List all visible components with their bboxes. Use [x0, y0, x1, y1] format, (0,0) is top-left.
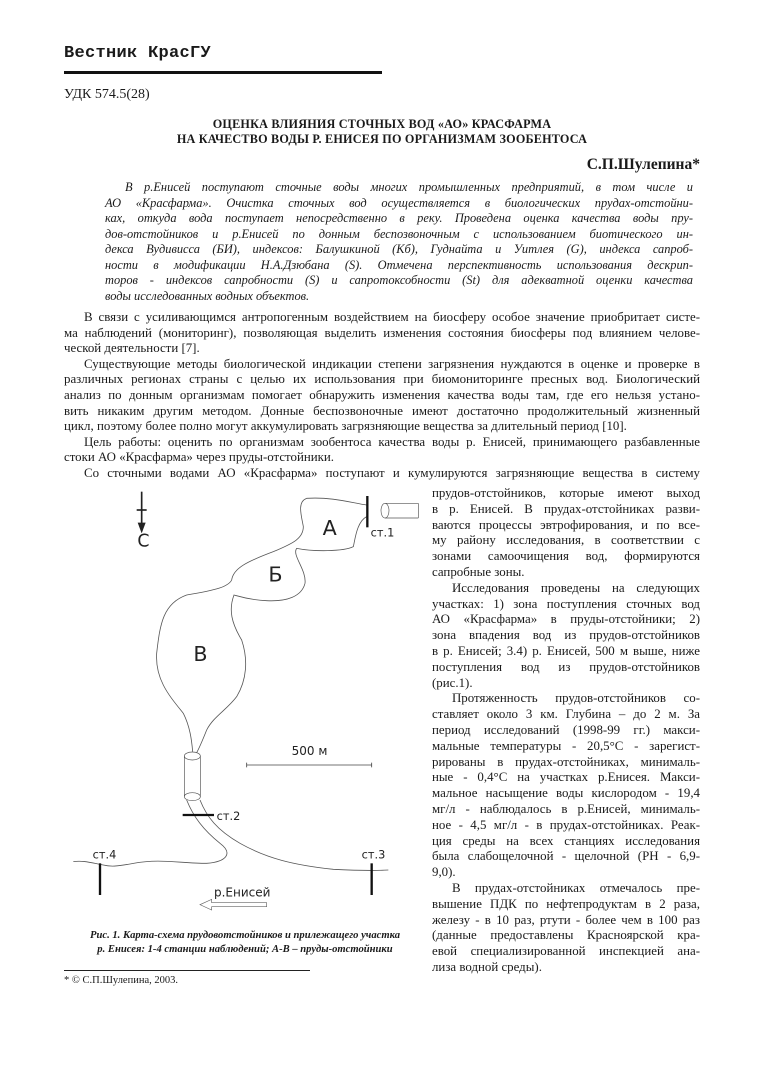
text-line: поступления вод из прудов-отстойников [432, 659, 700, 674]
text-line: ках, откуда вода поступает непосредственно в реку. Проведена оценка качества воды пру- [105, 211, 693, 225]
text-line: АО «Красфарма» в пруды-отстойники; 2) [432, 612, 700, 627]
paragraph [64, 357, 700, 435]
figure-map-scheme [60, 480, 430, 960]
body-right-column [432, 486, 700, 976]
text-line: рированы в прудах-отстойниках, минималь- [432, 754, 700, 769]
text-line: Цель работы: оценить по организмам зообентоса качества воды р. Енисей, принимающего разбавленные [84, 434, 700, 449]
text-line: ческой деятельности [7]. [64, 341, 200, 356]
compass-label: С [137, 531, 150, 552]
text-line: АО «Красфарма». Очистка сточных вод осуществляется в биологических прудах-отстойни- [105, 195, 693, 210]
text-line: В р.Енисей поступают сточные воды многих промышленных предприятий, в том числе и [125, 180, 693, 194]
north-arrow-icon [137, 492, 147, 534]
text-line: дов-отстойников и р.Енисей по донным беспозвоночным с использованием биотического ин- [105, 226, 693, 241]
text-line: Протяженность прудов-отстойников со- [452, 691, 700, 706]
paragraph [432, 486, 700, 581]
text-line: 9,0). [432, 865, 456, 880]
text-line: (данные предоставлены Красноярской кра- [432, 928, 700, 943]
text-line: евой специализированной инспекцией ана- [432, 944, 700, 959]
text-line: ция среды на всех станциях исследования [432, 833, 700, 848]
paragraph [432, 691, 700, 881]
text-line: мг/л - наблюдалось в р.Енисей, минималь- [432, 801, 700, 816]
pond-outline-right [197, 517, 367, 753]
udk-code: УДК 574.5(28) [64, 87, 150, 102]
text-line: была слабощелочной - щелочной (РН - 6,9- [432, 849, 700, 864]
text-line: Существующие методы биологической индикации степени загрязнения нуждаются в оценке и проверке в [84, 356, 700, 371]
text-line: зона впадения вод из прудов-отстойников [432, 628, 700, 643]
river-label: р.Енисей [214, 885, 271, 900]
footnote-rule [64, 970, 310, 971]
station-3-label: ст.3 [361, 847, 386, 862]
text-line: лиза водной среды). [432, 959, 542, 974]
scale-bar [247, 763, 372, 768]
text-line: (рис.1). [432, 675, 473, 690]
outlet-pipe-icon [184, 752, 200, 801]
text-line: железу - в 10 раз, ртути - более чем в 100 раз [432, 912, 700, 927]
text-line: воды исследованных водных объектов. [105, 288, 310, 303]
text-line: период исследований (1998-99 гг.) макси- [432, 722, 700, 737]
text-line: различных регионах страны с целью их использования при биомониторинге пресных вод. Биологический [64, 372, 700, 387]
article-title [64, 117, 700, 147]
text-line: в р. Енисей; 3.4) р. Енисей, 500 м выше, ниже [432, 643, 700, 658]
station-1-label: ст.1 [370, 525, 395, 540]
station-2-label: ст.2 [216, 809, 241, 823]
text-line: анализ по донным организмам помогает обнаружить изменения качества воды там, где его нельзя устано- [64, 387, 700, 402]
text-line: В связи с усиливающимся антропогенным воздействием на биосферу особое значение приобритает систе- [84, 310, 700, 324]
text-line: мальное насыщение воды кислородом - 19,4 [432, 786, 700, 801]
text-line: цикл, поэтому более полно могут аккумулировать загрязняющие вещества за длительный период [10]. [64, 419, 627, 434]
text-line: вить никаким другим методом. Донные беспозвоночные имеют достаточно продолжительный жизненный [64, 403, 700, 418]
body-full-width [64, 310, 700, 482]
inlet-pipe-icon [381, 503, 418, 518]
journal-name: Вестник КрасГУ [64, 44, 212, 63]
text-line: торов - индексов сапробности (S) и сапротоксобности (St) для адекватной оценки качества [105, 273, 693, 287]
pond-b-label: Б [268, 562, 283, 587]
author: С.П.Шулепина* [586, 156, 700, 173]
text-line: вышение ПДК по нефтепродуктам в 2 раза, [432, 896, 700, 911]
figure-caption [60, 929, 430, 957]
title-line-1: ОЦЕНКА ВЛИЯНИЯ СТОЧНЫХ ВОД «АО» КРАСФАРМА [212, 117, 552, 131]
pond-v-label: В [193, 642, 208, 666]
paragraph [432, 881, 700, 976]
text-line: сапробные зоны. [432, 564, 525, 579]
header-rule [64, 71, 382, 74]
title-line-2: НА КАЧЕСТВО ВОДЫ Р. ЕНИСЕЯ ПО ОРГАНИЗМАМ ЗООБЕНТОСА [176, 132, 588, 146]
text-line: В прудах-отстойниках отмечалось пре- [452, 880, 700, 895]
text-line: мальные температуры - 20,5°С - зарегист- [432, 738, 700, 753]
caption-line-1: Рис. 1. Карта-схема прудовотстойников и прилежащего участка [90, 930, 400, 941]
text-line: ные - 0,4°С на участках р.Енисея. Макси- [432, 770, 700, 785]
paragraph [64, 310, 700, 357]
river-flow-arrow-icon [200, 899, 267, 910]
text-line: декса Вудивисса (БИ), индексов: Балушкиной (Кб), Гуднайта и Уитлея (G), индекса сапроб- [105, 242, 693, 256]
text-line: ставляет около 3 км. Глубина – до 2 м. За [432, 707, 700, 722]
text-line: му району исследования, в соответствии с [432, 533, 700, 548]
scale-label: 500 м [291, 744, 328, 758]
station-4-label: ст.4 [92, 847, 117, 862]
text-line: ваются процессы эвтрофирования, и по все- [432, 517, 700, 532]
abstract [105, 180, 693, 304]
text-line: ное - 4,5 мг/л - в прудах-отстойниках. Реак- [432, 817, 700, 832]
text-line: Исследования проведены на следующих [452, 580, 700, 595]
text-line: участках: 1) зона поступления сточных вод [432, 596, 700, 611]
text-line: прудов-отстойников, которые имеют выход [432, 486, 700, 500]
pond-a-label: А [322, 516, 337, 540]
paragraph [432, 581, 700, 692]
paragraph [64, 435, 700, 466]
text-line: ности в модификации Н.А.Дзюбана (S). Отмечена перспективность использования дескрип- [105, 257, 693, 272]
text-line: ма наблюдений (мониторинг), позволяющая выделить изменения состояния биосферы под влиянием челове- [64, 325, 700, 340]
text-line: стоки АО «Красфарма» через пруды-отстойники. [64, 450, 335, 465]
paragraph [105, 180, 693, 304]
caption-line-2: р. Енисея: 1-4 станции наблюдений; А-В – пруды-отстойники [97, 944, 393, 955]
text-line: зонами самоочищения вод, формируются [432, 549, 700, 564]
text-line: в р. Енисей. В прудах-отстойниках разви- [432, 501, 700, 516]
text-line: Со сточными водами АО «Красфарма» поступают и кумулируются загрязняющие вещества в систему [84, 465, 700, 480]
footnote: * © С.П.Шулепина, 2003. [64, 975, 178, 986]
